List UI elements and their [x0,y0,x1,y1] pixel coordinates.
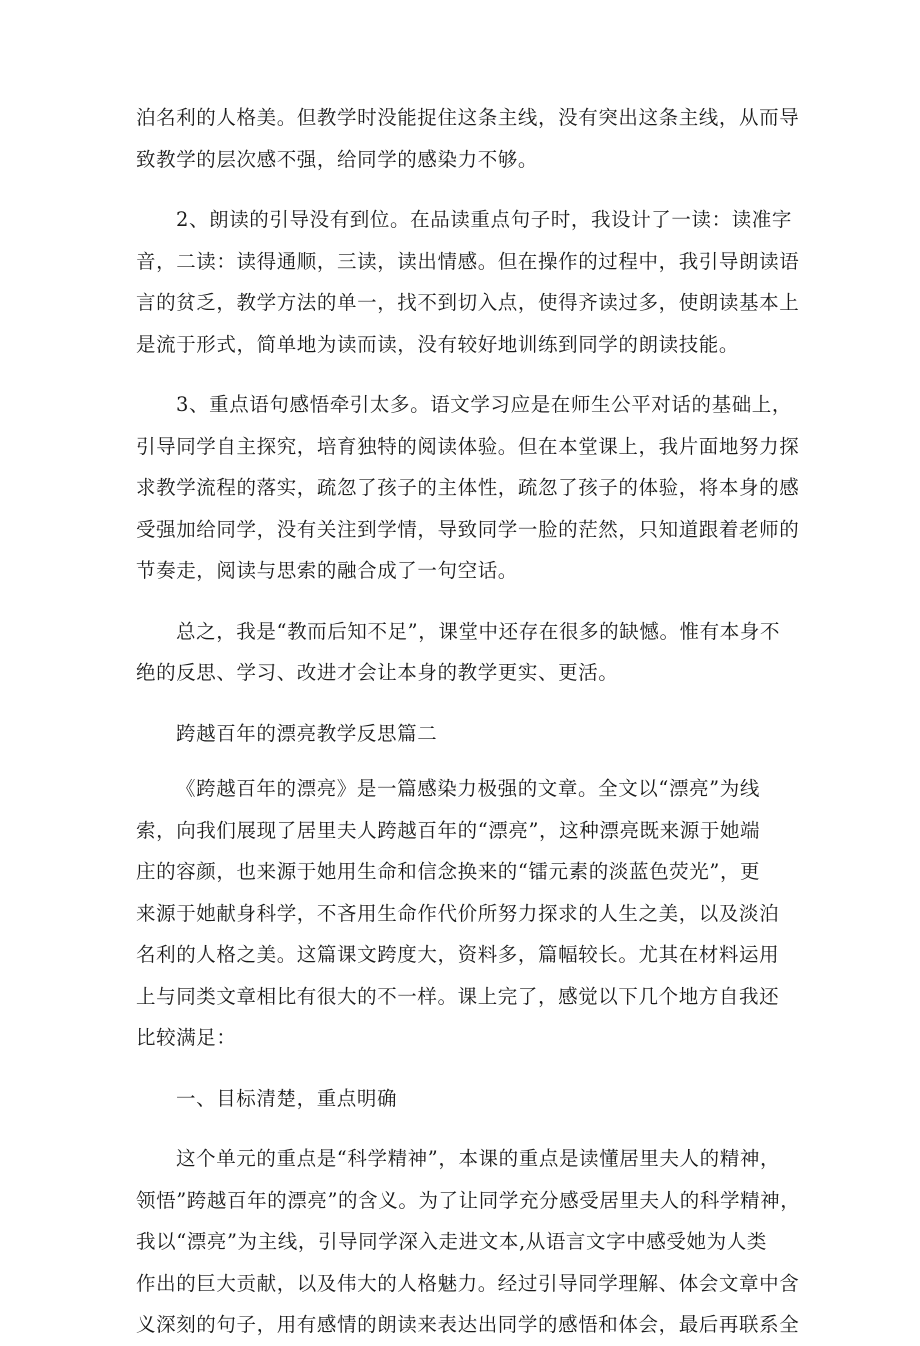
text-line: 节奏走，阅读与思索的融合成了一句空话。 [136,559,518,582]
text-line: 受强加给同学，没有关注到学情，导致同学一脸的茫然，只知道跟着老师的 [136,517,800,541]
text-line: 领悟”跨越百年的漂亮”的含义。为了让同学充分感受居里夫人的科学精神， [136,1188,801,1212]
text-line: 总之，我是“教而后知不足”，课堂中还存在很多的缺憾。惟有本身不 [176,619,781,643]
paragraph-key-sentences [136,384,802,592]
subsection-heading [136,1078,802,1120]
text-line: 2、朗读的引导没有到位。在品读重点句子时，我设计了一读：读准字 [176,208,793,231]
paragraph-article-intro [136,768,802,1059]
text-line: 名利的人格之美。这篇课文跨度大，资料多，篇幅较长。尤其在材料运用 [136,943,780,966]
text-line: 引导同学自主探究，培育独特的阅读体验。但在本堂课上，我片面地努力探 [136,434,800,458]
text-line: 作出的巨大贡献，以及伟大的人格魅力。经过引导同学理解、体会文章中含 [136,1271,800,1295]
text-line: 上与同类文章相比有很大的不一样。课上完了，感觉以下几个地方自我还 [136,984,780,1008]
paragraph-continuation [136,97,802,180]
text-line: 这个单元的重点是“科学精神”，本课的重点是读懂居里夫人的精神， [176,1147,781,1170]
text-line: 比较满足： [136,1026,237,1049]
text-line: 跨越百年的漂亮教学反思篇二 [176,721,438,745]
text-line: 致教学的层次感不强，给同学的感染力不够。 [136,147,539,171]
text-line: 3、重点语句感悟牵引太多。语文学习应是在师生公平对话的基础上， [176,393,793,416]
text-line: 音，二读：读得通顺，三读，读出情感。但在操作的过程中，我引导朗读语 [136,249,800,273]
text-line: 庄的容颜，也来源于她用生命和信念换来的“镭元素的淡蓝色荧光”，更 [136,860,761,883]
text-line: 泊名利的人格美。但教学时没能捉住这条主线，没有突出这条主线，从而导 [136,106,800,129]
text-line: 来源于她献身科学，不吝用生命作代价所努力探求的人生之美，以及淡泊 [136,901,780,925]
text-line: 言的贫乏，教学方法的单一，找不到切入点，使得齐读过多，使朗读基本上 [136,291,800,314]
paragraph-reading-guidance [136,199,802,365]
text-line: 是流于形式，简单地为读而读，没有较好地训练到同学的朗读技能。 [136,332,740,356]
text-line: 义深刻的句子，用有感情的朗读来表达出同学的感悟和体会，最后再联系全 [136,1313,800,1336]
paragraph-summary [136,611,802,694]
text-line: 我以“漂亮”为主线，引导同学深入走进文本,从语言文字中感受她为人类 [136,1230,767,1253]
paragraph-unit-focus [136,1138,802,1346]
text-line: 一、目标清楚，重点明确 [176,1086,398,1110]
text-line: 《跨越百年的漂亮》是一篇感染力极强的文章。全文以“漂亮”为线 [176,777,760,800]
text-line: 索，向我们展现了居里夫人跨越百年的“漂亮”，这种漂亮既来源于她端 [136,818,761,842]
text-line: 求教学流程的落实，疏忽了孩子的主体性，疏忽了孩子的体验，将本身的感 [136,476,800,499]
text-line: 绝的反思、学习、改进才会让本身的教学更实、更活。 [136,661,619,684]
section-heading [136,713,802,755]
